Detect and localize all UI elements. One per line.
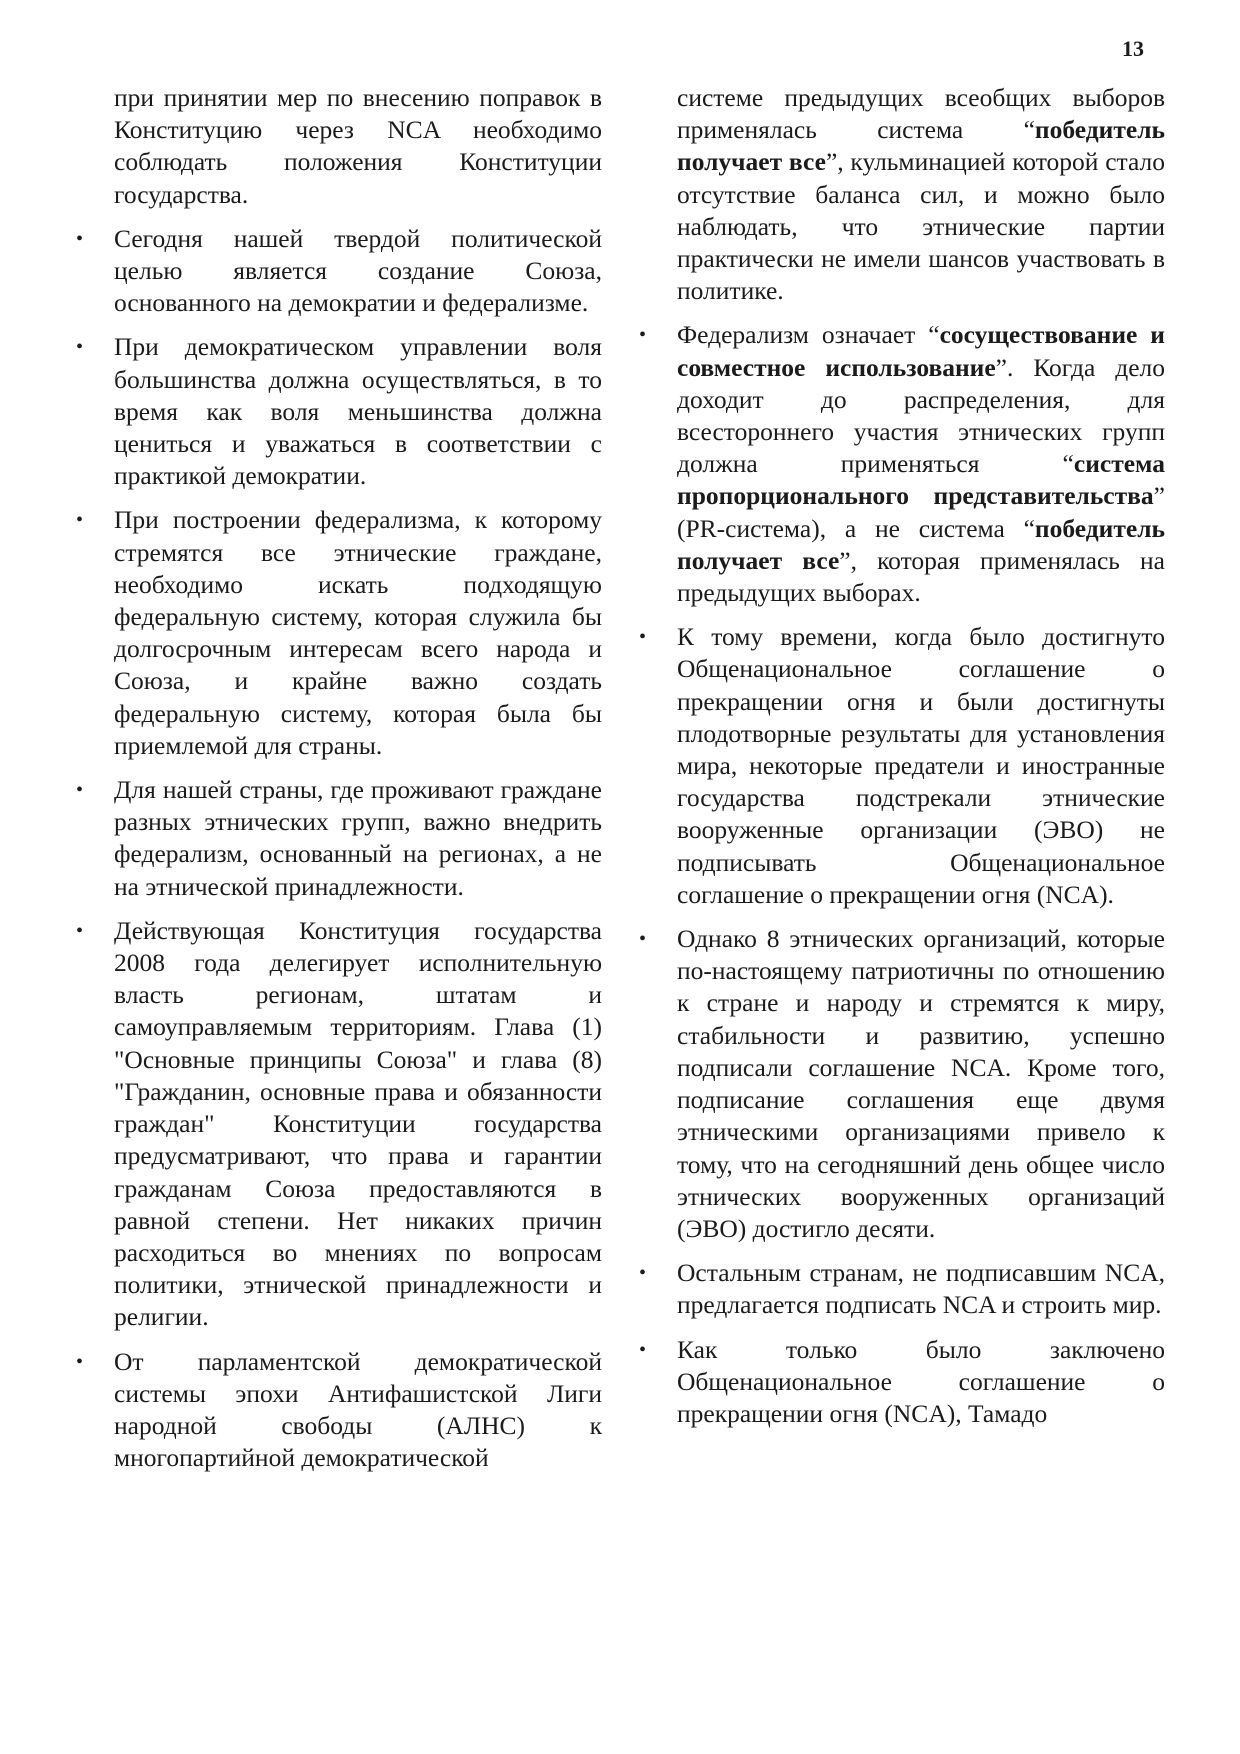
bullet-text: Для нашей страны, где проживают граждане разных этнических групп, важно внедрить федерализм, основанный на регионах, а не на этнической принадлежности. (114, 775, 602, 901)
bullet-icon: • (76, 919, 84, 942)
bullet-text: К тому времени, когда было достигнуто Общенациональное соглашение о прекращении огня и были достигнуты плодотворные результаты для установления мира, некоторые предатели и иностранные государства подстрекали этнические вооруженные организации (ЭВО) не подписывать Общенациональное соглашение о прекращении огня (NCA). (677, 622, 1165, 909)
bullet-item (639, 1334, 1165, 1431)
bullet-item (76, 504, 602, 762)
bullet-text: Остальным странам, не подписавшим NCA, предлагается подписать NCA и строить мир. (677, 1258, 1165, 1320)
bullet-text: Сегодня нашей твердой политической целью является создание Союза, основанного на демократии и федерализме. (114, 223, 602, 318)
bullet-item (639, 621, 1165, 911)
right-column (639, 82, 1166, 1442)
bullet-icon: • (639, 1338, 647, 1361)
bullet-text: Как только было заключено Общенациональное соглашение о прекращении огня (NCA), Тамадо (677, 1334, 1165, 1428)
bullet-icon: • (76, 509, 84, 532)
bullet-item (639, 923, 1165, 1245)
bullet-text: Федерализм означает “ (677, 320, 940, 350)
bullet-item (76, 774, 602, 903)
bullet-item (639, 1257, 1165, 1321)
bullet-text: От парламентской демократической системы эпохи Антифашистской Лиги народной свободы (АЛНС) к многопартийной демократической (114, 1346, 602, 1473)
bold-term: победитель получает все (677, 115, 1165, 177)
bullet-text: Действующая Конституция государства 2008 года делегирует исполнительную власть регионам, штатам и самоуправляемым территориям. Глава (1) "Основные принципы Союза" и глава (8) "Гражданин, основные права и обязанности граждан" Конституции государства предусматривают, что права и гарантии гражданам Союза предоставляются в равной степени. Нет никаких причин расходиться во мнениях по вопросам политики, этнической принадлежности и религии. (114, 915, 602, 1332)
bullet-item (639, 319, 1166, 609)
paragraph-text: системе предыдущих всеобщих выборов применялась система “ (677, 83, 1165, 145)
bullet-icon: • (639, 928, 647, 951)
page-number: 13 (1122, 36, 1144, 61)
bold-term: сосуществование и совместное использование (677, 320, 1166, 382)
bullet-icon: • (76, 227, 84, 250)
bullet-text: ”. Когда дело доходит до распределения, для всестороннего участия этнических групп должна применяться “ (677, 352, 1165, 479)
bullet-icon: • (639, 1262, 647, 1285)
bullet-text: ”, которая применялась на предыдущих выборах. (677, 545, 1165, 608)
bold-term: победитель получает все (677, 513, 1165, 575)
paragraph (114, 82, 602, 211)
bullet-text: При демократическом управлении воля большинства должна осуществляться, в то время как воля меньшинства должна цениться и уважаться в соответствии с практикой демократии. (114, 332, 602, 491)
paragraph-text: ”, кульминацией которой стало отсутствие баланса сил, и можно было наблюдать, что этнические партии практически не имели шансов участвовать в политике. (677, 147, 1165, 306)
bullet-text: Однако 8 этнических организаций, которые по-настоящему патриотичны по отношению к стране и народу и стремятся к миру, стабильности и развитию, успешно подписали соглашение NCA. Кроме того, подписание соглашения еще двумя этническими организациями привело к тому, что на сегодняшний день общее число этнических вооруженных организаций (ЭВО) достигло десяти. (677, 924, 1165, 1243)
bullet-icon: • (76, 336, 84, 359)
bullet-item (76, 915, 602, 1334)
bullet-text: При построении федерализма, к которому стремятся все этнические граждане, необходимо искать подходящую федеральную систему, которая служила бы долгосрочным интересам всего народа и Союза, и крайне важно создать федеральную систему, которая была бы приемлемой для страны. (114, 505, 602, 760)
bullet-text: ” (PR-система), а не система “ (677, 481, 1165, 543)
bullet-icon: • (76, 779, 84, 802)
bullet-item (76, 1346, 602, 1475)
left-column (76, 82, 602, 1486)
paragraph-text: при принятии мер по внесению поправок в Конституцию через NCA необходимо соблюдать положения Конституции государства. (114, 83, 602, 209)
bullet-icon: • (639, 626, 647, 649)
bold-term: система пропорционального представительства (677, 449, 1165, 511)
bullet-item (76, 223, 602, 320)
bullet-icon: • (639, 324, 647, 347)
paragraph (677, 82, 1165, 307)
bullet-icon: • (76, 1350, 84, 1373)
bullet-item (76, 331, 602, 492)
